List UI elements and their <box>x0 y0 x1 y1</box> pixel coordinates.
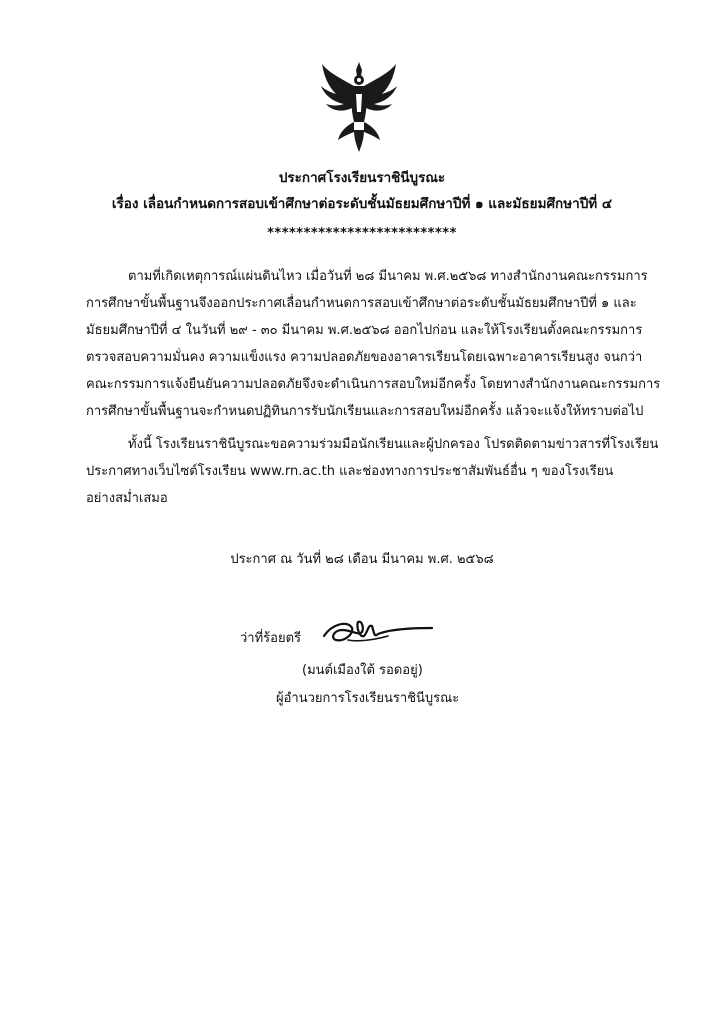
paragraph2-line: ประกาศทางเว็บไซต์โรงเรียน www.rn.ac.th และช่องทางการประชาสัมพันธ์อื่น ๆ ของโรงเรียน <box>86 464 614 479</box>
paragraph1-line: ตามที่เกิดเหตุการณ์แผ่นดินไหว เมื่อวันที่ ๒๘ มีนาคม พ.ศ.๒๕๖๘ ทางสำนักงานคณะกรรมการ <box>128 269 648 284</box>
signer-name: (มนต์เมืองใต้ รอดอยู่) <box>302 663 423 678</box>
paragraph1-line: คณะกรรมการแจ้งยืนยันความปลอดภัยจึงจะดำเนินการสอบใหม่อีกครั้ง โดยทางสำนักงานคณะกรรมการ <box>86 377 661 392</box>
signer-rank: ว่าที่ร้อยตรี <box>240 631 302 646</box>
paragraph2-line: ทั้งนี้ โรงเรียนราชินีบูรณะขอความร่วมมือนักเรียนและผู้ปกครอง โปรดติดตามข่าวสารที่โรงเรียน <box>128 437 659 452</box>
announcement-subject: เรื่อง เลื่อนกำหนดการสอบเข้าศึกษาต่อระดับชั้นมัธยมศึกษาปีที่ ๑ และมัธยมศึกษาปีที่ ๔ <box>111 196 613 212</box>
paragraph1-line: การศึกษาขั้นพื้นฐานจึงออกประกาศเลื่อนกำหนดการสอบเข้าศึกษาต่อระดับชั้นมัธยมศึกษาปีที่ ๑ และ <box>86 296 637 311</box>
paragraph1-line: การศึกษาขั้นพื้นฐานจะกำหนดปฏิทินการรับนักเรียนและการสอบใหม่อีกครั้ง แล้วจะแจ้งให้ทราบต่อไป <box>86 404 644 419</box>
paragraph1-line: ตรวจสอบความมั่นคง ความแข็งแรง ความปลอดภัยของอาคารเรียนโดยเฉพาะอาคารเรียนสูง จนกว่า <box>86 350 643 365</box>
announcement-title: ประกาศโรงเรียนราชินีบูรณะ <box>278 170 446 186</box>
paragraph1-line: มัธยมศึกษาปีที่ ๔ ในวันที่ ๒๙ - ๓๐ มีนาคม พ.ศ.๒๕๖๘ ออกไปก่อน และให้โรงเรียนตั้งคณะกรรมการ <box>86 323 643 338</box>
separator-line: ************************** <box>267 226 457 241</box>
paragraph2-line: อย่างสม่ำเสมอ <box>86 491 168 506</box>
handwritten-signature <box>318 606 436 654</box>
announcement-date: ประกาศ ณ วันที่ ๒๘ เดือน มีนาคม พ.ศ. ๒๕๖๘ <box>230 552 494 567</box>
garuda-emblem-icon <box>318 60 400 154</box>
signer-position: ผู้อำนวยการโรงเรียนราชินีบูรณะ <box>276 691 460 706</box>
